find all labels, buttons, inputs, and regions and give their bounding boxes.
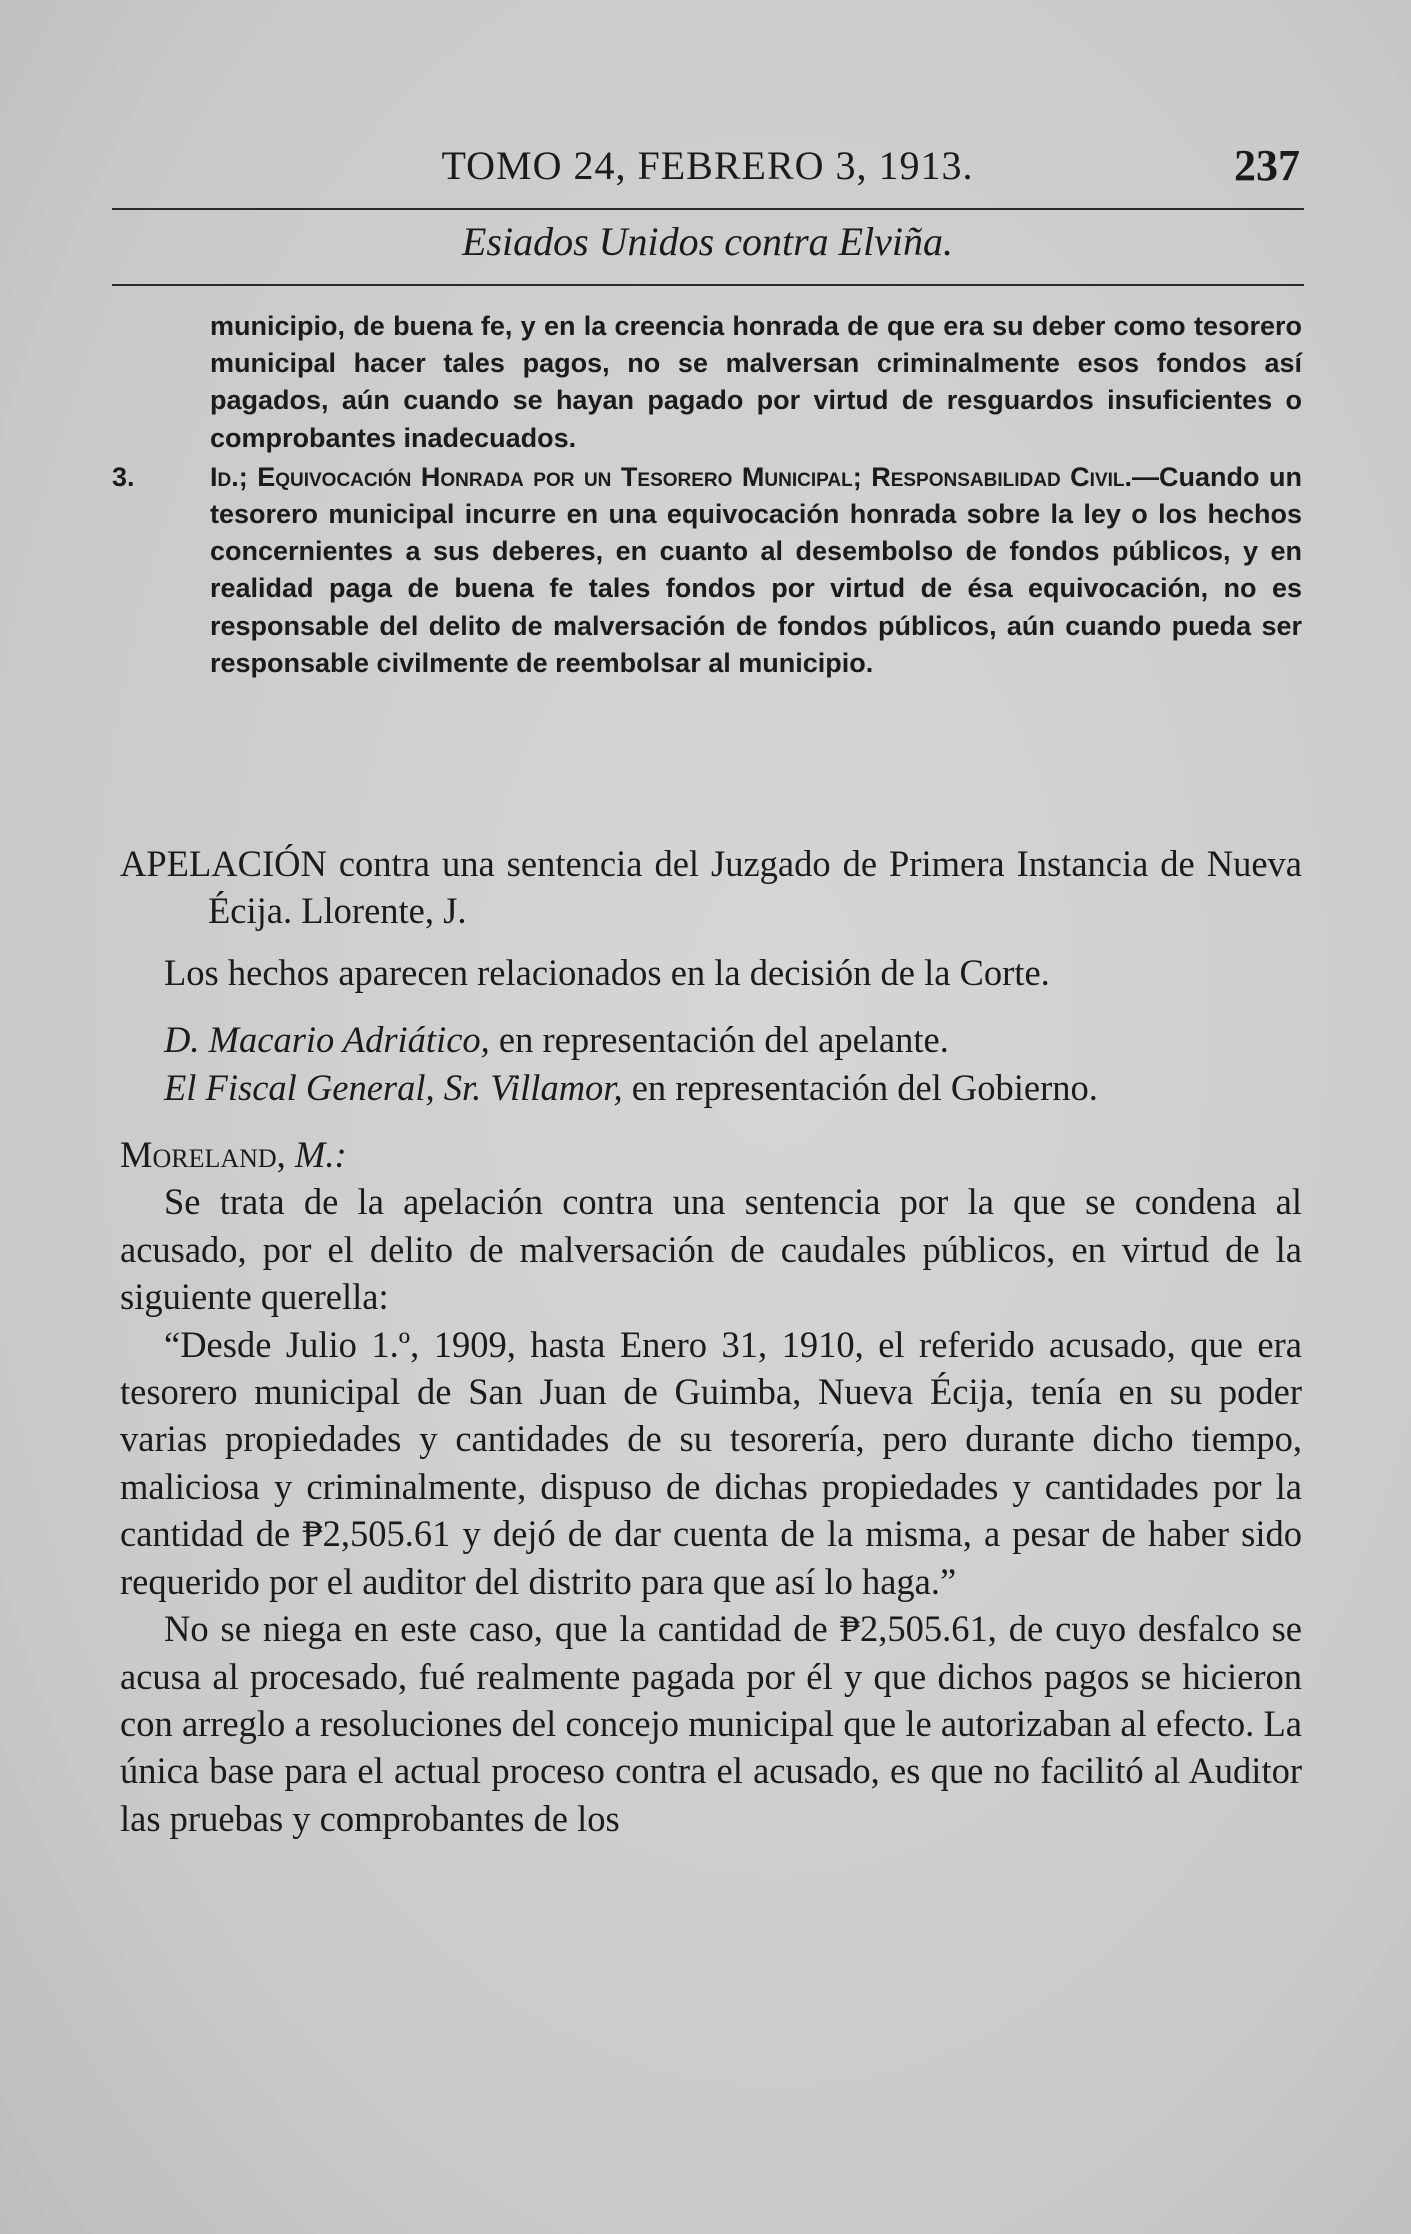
syllabus-item-text: —Cuando un tesorero municipal incurre en una equivocación honrada sobre la ley o los hechos concernientes a sus deberes, en cuanto al desembolso de fondos públicos, y en realidad paga de buena fe tales fondos por virtud de ésa equivocación, no es responsable del delito de malversación de fondos públicos, aún cuando pueda ser responsable civilmente de reembolsar al municipio. xyxy=(210,461,1302,678)
counsel-appellant xyxy=(120,1016,1302,1063)
header-rule-top xyxy=(112,208,1304,210)
paragraph-1: Se trata de la apelación contra una sentencia por la que se condena al acusado, por el delito de malversación de caudales públicos, en virtud de la siguiente querella: xyxy=(120,1181,1302,1318)
facts-paragraph: Los hechos aparecen relacionados en la decisión de la Corte. xyxy=(164,951,1050,993)
judge-title: M.: xyxy=(294,1134,347,1176)
counsel-appellant-name: D. Macario Adriático, xyxy=(164,1019,490,1061)
running-title: TOMO 24, FEBRERO 3, 1913. xyxy=(441,143,974,188)
judge-name: Moreland, xyxy=(120,1134,286,1176)
counsel-government-role: en representación del Gobierno. xyxy=(631,1066,1098,1108)
syllabus-item-heading: Id.; Equivocación Honrada por un Tesorero Municipal; Responsabilidad Civil. xyxy=(210,461,1133,492)
opinion-body xyxy=(120,840,1302,1842)
syllabus-item-number: 3. xyxy=(112,461,135,492)
appeal-line xyxy=(120,840,1302,935)
counsel-government-name: El Fiscal General, Sr. Villamor, xyxy=(164,1066,623,1108)
judge-line xyxy=(120,1131,1302,1178)
page-header xyxy=(115,130,1300,190)
counsel-government xyxy=(120,1064,1302,1111)
syllabus-item-3 xyxy=(112,459,1302,682)
paragraph-2-quote: “Desde Julio 1.º, 1909, hasta Enero 31, 1910, el referido acusado, que era tesorero municipal de San Juan de Guimba, Nueva Écija, tenía en su poder varias propiedades y cantidades de su tesorería, pero durante dicho tiempo, maliciosa y criminalmente, dispuso de dichas propiedades y cantidades por la cantidad de ₱2,505.61 y dejó de dar cuenta de la misma, a pesar de haber sido requerido por el auditor del distrito para que así lo haga.” xyxy=(120,1323,1302,1602)
case-title: Esiados Unidos contra Elviña. xyxy=(461,219,954,264)
appeal-label: APELACIÓN xyxy=(120,843,327,884)
syllabus xyxy=(112,308,1302,682)
syllabus-continuation: municipio, de buena fe, y en la creencia honrada de que era su deber como tesorero municipal hacer tales pagos, no se malversan criminalmente esos fondos así pagados, aún cuando se hayan pagado por virtud de resguardos insuficientes o comprobantes inadecuados. xyxy=(210,311,1302,453)
page-number: 237 xyxy=(1234,141,1300,190)
appeal-text: contra una sentencia del Juzgado de Primera Instancia de Nueva Écija. Llorente, J. xyxy=(208,843,1302,932)
paragraph-3: No se niega en este caso, que la cantidad de ₱2,505.61, de cuyo desfalco se acusa al procesado, fué realmente pagada por él y que dichos pagos se hicieron con arreglo a resoluciones del concejo municipal que le autorizaban al efecto. La única base para el actual proceso contra el acusado, es que no facilitó al Auditor las pruebas y comprobantes de los xyxy=(120,1608,1302,1839)
header-rule-bottom xyxy=(112,284,1304,286)
counsel-appellant-role: en representación del apelante. xyxy=(498,1019,949,1061)
